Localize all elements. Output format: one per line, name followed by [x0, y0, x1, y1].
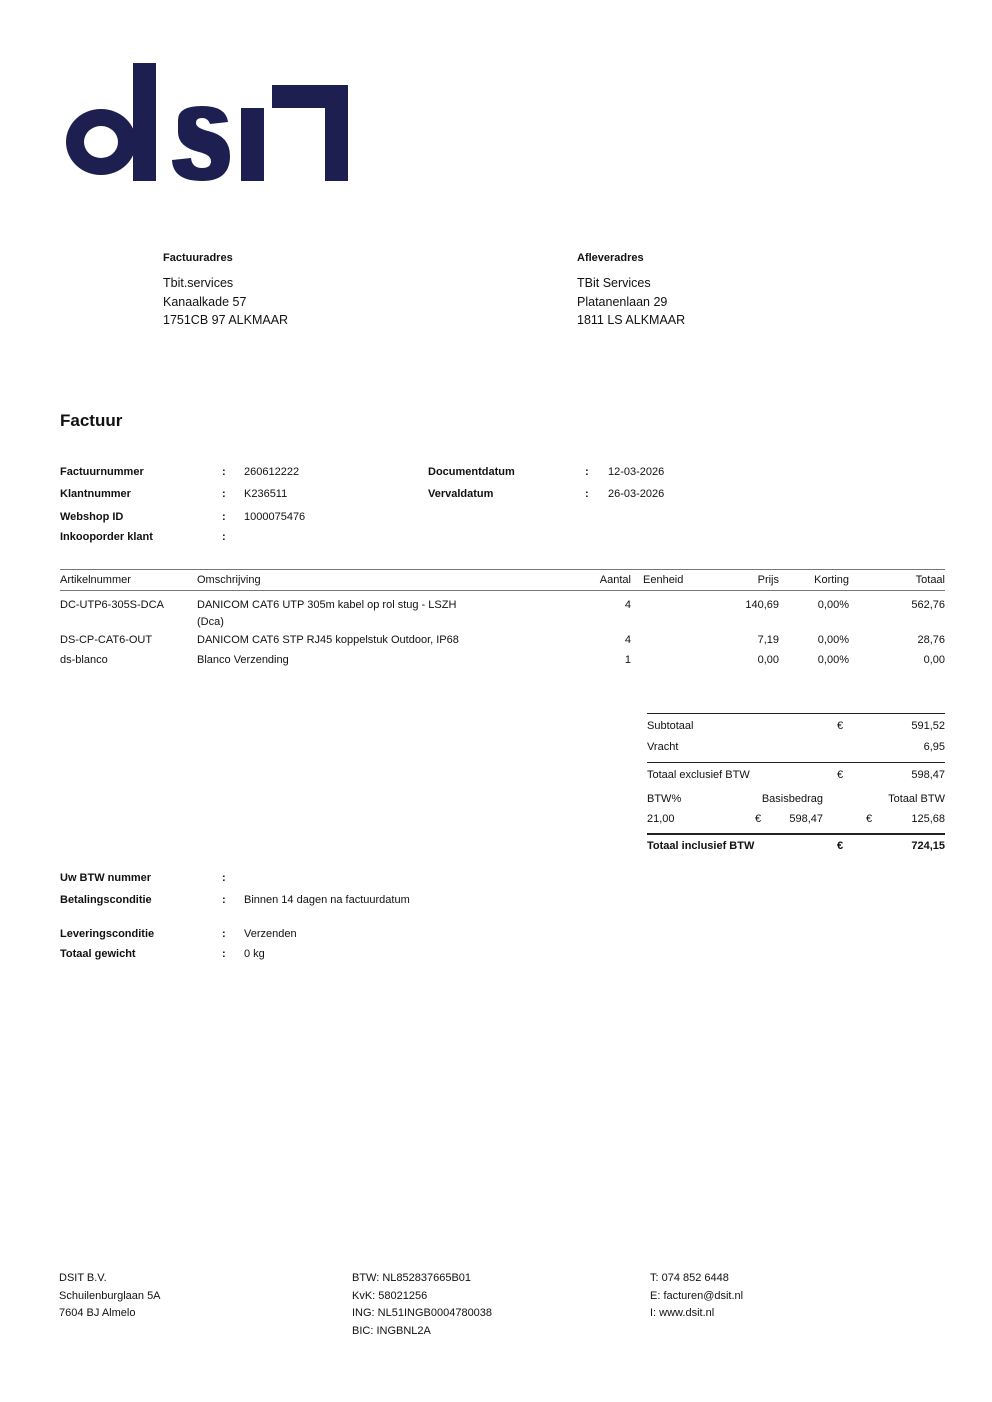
col-header-total: Totaal	[915, 574, 945, 586]
customer-number-label: Klantnummer	[60, 488, 131, 500]
row-qty: 4	[624, 599, 631, 611]
colon: :	[222, 948, 226, 960]
subtotal-value: 591,52	[911, 720, 945, 732]
customer-number: K236511	[244, 488, 288, 500]
delivery-address	[577, 274, 685, 330]
excl-vat-value: 598,47	[911, 769, 945, 781]
row-article: ds-blanco	[60, 654, 108, 666]
row-article: DC-UTP6-305S-DCA	[60, 599, 164, 611]
colon: :	[222, 894, 226, 906]
footer-line: E: facturen@dsit.nl	[650, 1289, 744, 1302]
row-total: 28,76	[917, 634, 945, 646]
colon: :	[585, 466, 589, 478]
address-line: Platanenlaan 29	[577, 294, 668, 309]
footer-line: BIC: INGBNL2A	[352, 1324, 431, 1337]
colon: :	[222, 928, 226, 940]
doc-date: 12-03-2026	[608, 466, 665, 478]
footer-line: I: www.dsit.nl	[650, 1307, 715, 1319]
webshop-id: 1000075476	[244, 511, 306, 523]
total-weight: 0 kg	[244, 948, 265, 960]
row-discount: 0,00%	[817, 634, 849, 646]
delivery-address-title: Afleveradres	[577, 252, 644, 264]
row-description: Blanco Verzending	[197, 654, 289, 666]
vat-total-header: Totaal BTW	[888, 793, 945, 805]
subtotal-label: Subtotaal	[647, 720, 694, 732]
address-line: 1751CB 97 ALKMAAR	[163, 313, 289, 327]
payment-condition-label: Betalingsconditie	[60, 894, 152, 906]
col-header-price: Prijs	[757, 574, 779, 586]
footer-line: BTW: NL852837665B01	[352, 1272, 472, 1284]
due-date: 26-03-2026	[608, 488, 665, 500]
currency-symbol: €	[866, 813, 873, 825]
total-weight-label: Totaal gewicht	[60, 948, 136, 960]
due-date-label: Vervaldatum	[428, 488, 494, 500]
invoice-number: 260612222	[244, 466, 300, 478]
address-line: Tbit.services	[163, 276, 234, 290]
footer-line: DSIT B.V.	[59, 1272, 107, 1284]
row-description: DANICOM CAT6 STP RJ45 koppelstuk Outdoor, IP68	[197, 634, 459, 646]
row-discount: 0,00%	[817, 654, 849, 666]
totals-grand-rule	[647, 833, 945, 835]
doc-date-label: Documentdatum	[428, 466, 515, 478]
colon: :	[222, 466, 226, 478]
vat-base-header: Basisbedrag	[761, 793, 823, 805]
footer-registration	[352, 1270, 492, 1340]
table-header-rule	[60, 590, 945, 591]
row-article: DS-CP-CAT6-OUT	[60, 634, 153, 646]
delivery-condition-label: Leveringsconditie	[60, 928, 155, 940]
dsit-logo	[62, 60, 352, 185]
col-header-discount: Korting	[814, 574, 849, 586]
po-label: Inkooporder klant	[60, 531, 153, 543]
colon: :	[222, 488, 226, 500]
invoice-address-title: Factuuradres	[163, 252, 233, 264]
row-description-cont: (Dca)	[197, 616, 224, 628]
incl-vat-value: 724,15	[911, 840, 945, 852]
invoice-number-label: Factuurnummer	[60, 466, 144, 478]
table-top-rule	[60, 569, 945, 570]
footer-line: 7604 BJ Almelo	[59, 1307, 136, 1319]
freight-label: Vracht	[647, 741, 679, 753]
address-line: 1811 LS ALKMAAR	[577, 313, 686, 327]
row-qty: 1	[624, 654, 631, 666]
colon: :	[222, 511, 226, 523]
colon: :	[222, 531, 226, 543]
footer-company	[59, 1270, 161, 1323]
vat-base-value: 598,47	[789, 813, 823, 825]
col-header-description: Omschrijving	[197, 574, 261, 586]
freight-value: 6,95	[923, 741, 945, 753]
footer-line: KvK: 58021256	[352, 1289, 428, 1302]
colon: :	[222, 872, 226, 884]
incl-vat-label: Totaal inclusief BTW	[647, 840, 755, 852]
footer-line: Schuilenburglaan 5A	[59, 1289, 161, 1302]
address-line: Kanaalkade 57	[163, 294, 247, 309]
row-discount: 0,00%	[817, 599, 849, 611]
row-price: 0,00	[757, 654, 779, 666]
col-header-article: Artikelnummer	[60, 574, 131, 586]
row-price: 140,69	[745, 599, 779, 611]
footer-contact	[650, 1270, 743, 1323]
row-description: DANICOM CAT6 UTP 305m kabel op rol stug - LSZH	[197, 599, 457, 611]
delivery-condition: Verzenden	[244, 928, 297, 940]
col-header-unit: Eenheid	[643, 574, 684, 586]
row-qty: 4	[624, 634, 631, 646]
vat-pct-header: BTW%	[647, 793, 682, 805]
vat-total-value: 125,68	[911, 813, 945, 825]
totals-mid-rule	[647, 762, 945, 763]
vat-number-label: Uw BTW nummer	[60, 872, 152, 884]
webshop-id-label: Webshop ID	[60, 511, 124, 523]
vat-pct: 21,00	[647, 813, 675, 825]
currency-symbol: €	[755, 813, 762, 825]
row-total: 562,76	[911, 599, 945, 611]
footer-line: T: 074 852 6448	[650, 1272, 729, 1284]
footer-line: ING: NL51INGB0004780038	[352, 1307, 493, 1319]
currency-symbol: €	[837, 769, 844, 781]
invoice-address	[163, 274, 288, 330]
currency-symbol: €	[837, 840, 844, 852]
excl-vat-label: Totaal exclusief BTW	[647, 769, 750, 781]
colon: :	[585, 488, 589, 500]
totals-top-rule	[647, 713, 945, 714]
payment-condition: Binnen 14 dagen na factuurdatum	[244, 894, 410, 906]
row-total: 0,00	[923, 654, 945, 666]
currency-symbol: €	[837, 720, 844, 732]
address-line: TBit Services	[577, 276, 651, 290]
row-price: 7,19	[757, 634, 779, 646]
page-title: Factuur	[60, 411, 123, 430]
col-header-qty: Aantal	[599, 574, 631, 586]
